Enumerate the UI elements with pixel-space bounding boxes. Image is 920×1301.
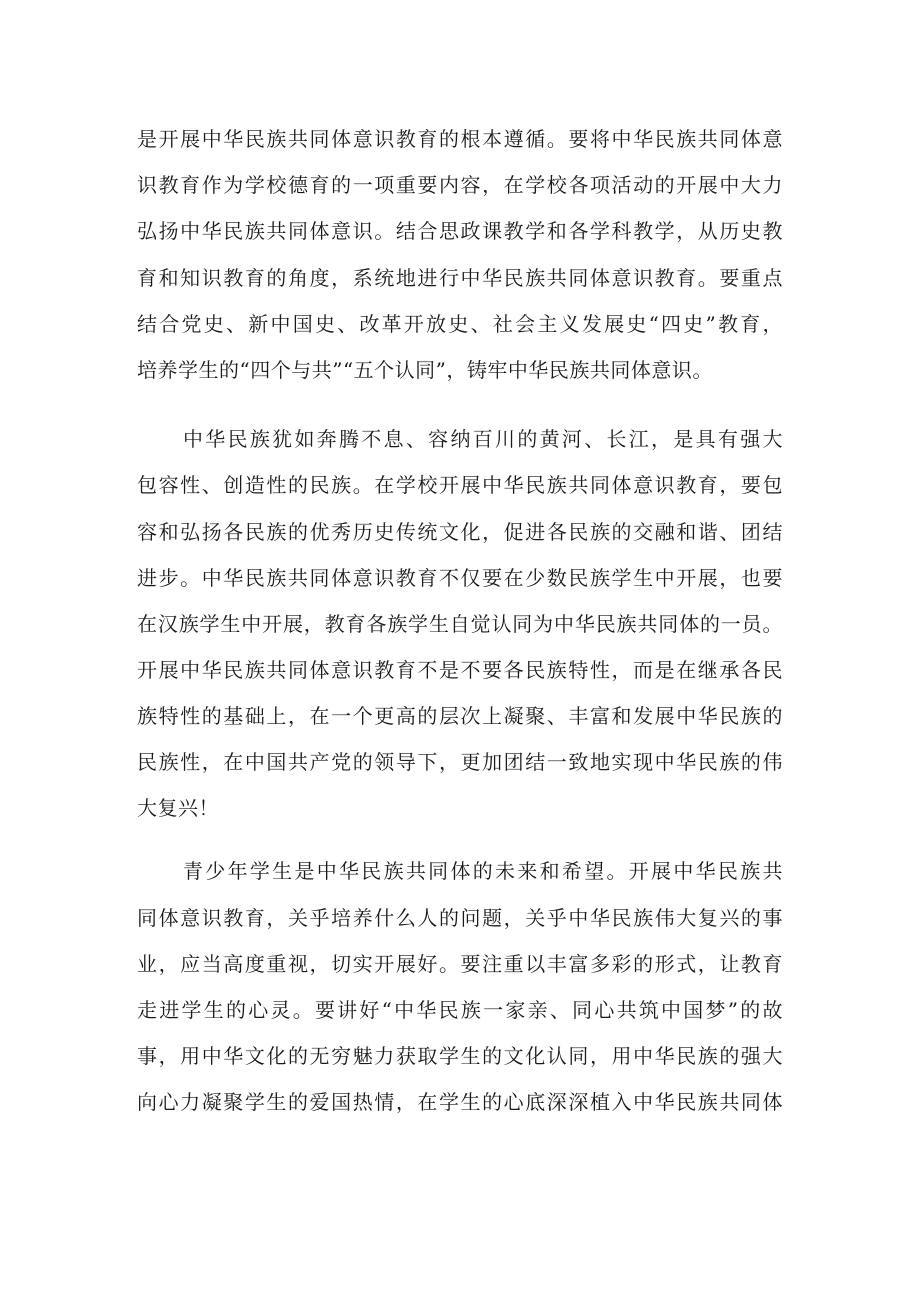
paragraph-line: 走进学生的心灵。要讲好“中华民族一家亲、同心共筑中国梦”的故 [137,998,783,1022]
paragraph-line: 青少年学生是中华民族共同体的未来和希望。开展中华民族共 [183,859,783,883]
paragraph-line: 族特性的基础上，在一个更高的层次上凝聚、丰富和发展中华民族的 [137,704,783,728]
paragraph-line: 向心力凝聚学生的爱国热情，在学生的心底深深植入中华民族共同体 [137,1090,783,1114]
paragraph-line: 容和弘扬各民族的优秀历史传统文化，促进各民族的交融和谐、团结 [137,520,783,544]
paragraph-line: 育和知识教育的角度，系统地进行中华民族共同体意识教育。要重点 [137,266,783,290]
paragraph-line: 同体意识教育，关乎培养什么人的问题，关乎中华民族伟大复兴的事 [137,906,783,930]
paragraph-line: 弘扬中华民族共同体意识。结合思政课教学和各学科教学，从历史教 [137,219,783,243]
paragraph-line: 业，应当高度重视，切实开展好。要注重以丰富多彩的形式，让教育 [137,952,783,976]
paragraph-line: 事，用中华文化的无穷魅力获取学生的文化认同，用中华民族的强大 [137,1044,783,1068]
paragraph-line: 开展中华民族共同体意识教育不是不要各民族特性，而是在继承各民 [137,658,783,682]
paragraph-line: 是开展中华民族共同体意识教育的根本遵循。要将中华民族共同体意 [137,127,783,151]
paragraph-line: 结合党史、新中国史、改革开放史、社会主义发展史“四史”教育， [137,312,783,336]
paragraph-line: 识教育作为学校德育的一项重要内容，在学校各项活动的开展中大力 [137,173,783,197]
paragraph-line: 进步。中华民族共同体意识教育不仅要在少数民族学生中开展，也要 [137,566,783,590]
paragraph-line: 大复兴！ [137,796,219,820]
paragraph-line: 包容性、创造性的民族。在学校开展中华民族共同体意识教育，要包 [137,473,783,497]
paragraph-line: 民族性，在中国共产党的领导下，更加团结一致地实现中华民族的伟 [137,750,783,774]
paragraph-line: 中华民族犹如奔腾不息、容纳百川的黄河、长江，是具有强大 [183,427,783,451]
paragraph-line: 培养学生的“四个与共”“五个认同”，铸牢中华民族共同体意识。 [137,358,713,382]
paragraph-line: 在汉族学生中开展，教育各族学生自觉认同为中华民族共同体的一员。 [137,612,783,636]
